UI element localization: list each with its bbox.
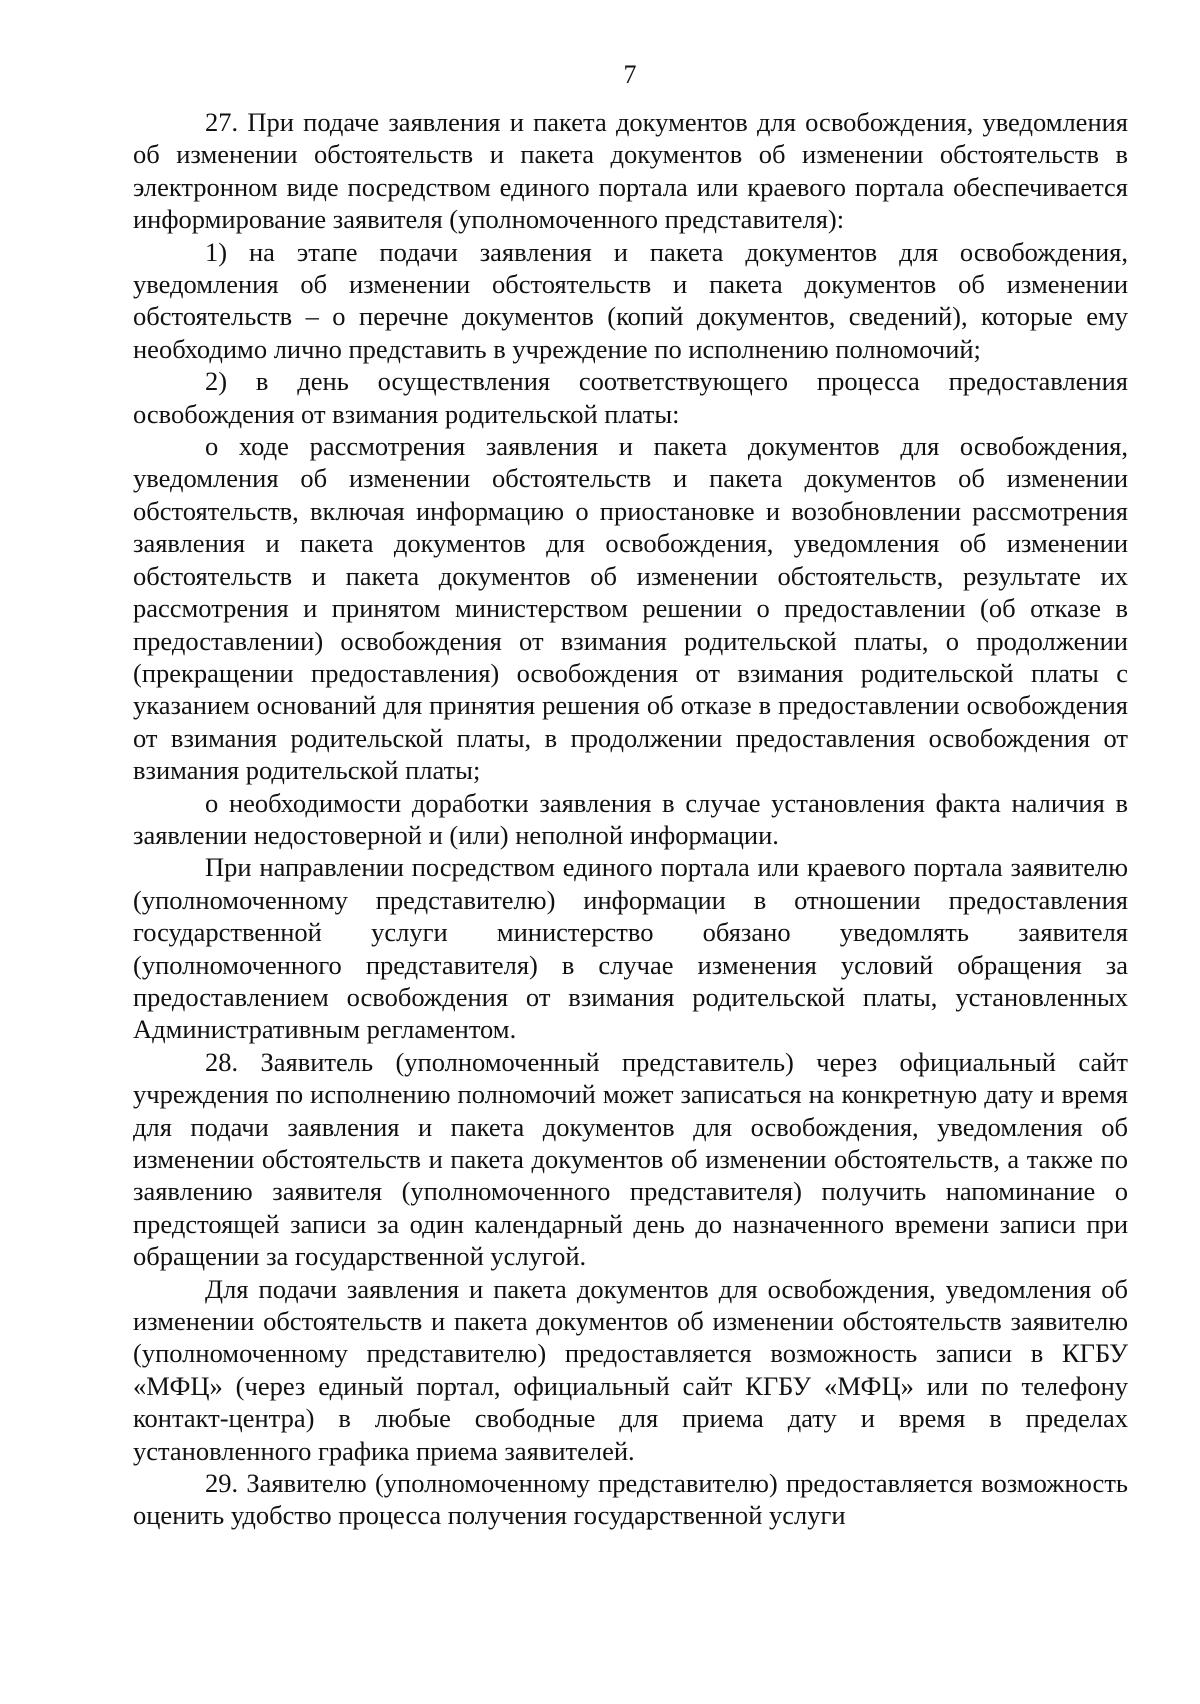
paragraph-28: 28. Заявитель (уполномоченный представитель) через официальный сайт учреждения по исполнению полномочий может записаться на конкретную дату и время для подачи заявления и пакета документов для освобождения, уведомления об изменении обстоятельств и пакета документов об изменении обстоятельств, а также по заявлению заявителя (уполномоченного представителя) получить напоминание о предстоящей записи за один календарный день до назначенного времени записи при обращении за государственной услугой. [133,1046,1128,1272]
paragraph-mfc-appointment: Для подачи заявления и пакета документов для освобождения, уведомления об изменении обстоятельств и пакета документов об изменении обстоятельств заявителю (уполномоченному представителю) предоставляется возможность записи в КГБУ «МФЦ» (через единый портал, официальный сайт КГБУ «МФЦ» или по телефону контакт-центра) в любые свободные для приема дату и время в пределах установленного графика приема заявителей. [133,1273,1128,1466]
paragraph-progress-info: о ходе рассмотрения заявления и пакета документов для освобождения, уведомления об изменении обстоятельств и пакета документов об изменении обстоятельств, включая информацию о приостановке и возобновлении рассмотрения заявления и пакета документов для освобождения, уведомления об изменении обстоятельств и пакета документов об изменении обстоятельств, результате их рассмотрения и принятом министерством решении о предоставлении (об отказе в предоставлении) освобождения от взимания родительской платы, о продолжении (прекращении предоставления) освобождения от взимания родительской платы с указанием оснований для принятия решения об отказе в предоставлении освобождения от взимания родительской платы, в продолжении предоставления освобождения от взимания родительской платы; [133,431,1128,786]
paragraph-item-1: 1) на этапе подачи заявления и пакета документов для освобождения, уведомления об изменении обстоятельств и пакета документов об изменении обстоятельств – о перечне документов (копий документов, сведений), которые ему необходимо лично представить в учреждение по исполнению полномочий; [133,236,1128,364]
paragraph-item-2: 2) в день осуществления соответствующего процесса предоставления освобождения от взимания родительской платы: [133,366,1128,429]
document-body [133,106,1128,1532]
page-number: 7 [623,60,637,89]
paragraph-27: 27. При подаче заявления и пакета документов для освобождения, уведомления об изменении обстоятельств и пакета документов об изменении обстоятельств в электронном виде посредством единого портала или краевого портала обеспечивается информирование заявителя (уполномоченного представителя): [133,107,1128,235]
paragraph-revision-info: о необходимости доработки заявления в случае установления факта наличия в заявлении недостоверной и (или) неполной информации. [133,787,1128,850]
paragraph-notification-duty: При направлении посредством единого портала или краевого портала заявителю (уполномоченному представителю) информации в отношении предоставления государственной услуги министерство обязано уведомлять заявителя (уполномоченного представителя) в случае изменения условий обращения за предоставлением освобождения от взимания родительской платы, установленных Административным регламентом. [133,852,1128,1045]
paragraph-29: 29. Заявителю (уполномоченному представителю) предоставляется возможность оценить удобство процесса получения государственной услуги [133,1468,1128,1531]
